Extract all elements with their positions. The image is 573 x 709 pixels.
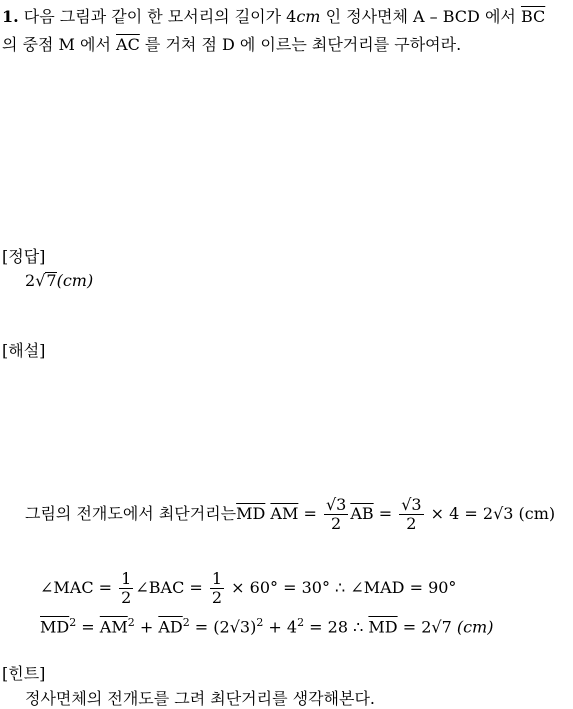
eq2-frac-1 bbox=[119, 570, 133, 607]
eq3-tail: = 2√7 bbox=[397, 617, 457, 637]
eq1-frac-2 bbox=[399, 496, 423, 533]
question-number: 1. bbox=[2, 7, 19, 26]
question-text-2b: 를 거쳐 점 D 에 이르는 최단거리를 구하여라. bbox=[139, 35, 462, 54]
question-line-1 bbox=[2, 4, 545, 27]
explanation-eq-3 bbox=[40, 616, 493, 636]
eq1-frac-2-num: √3 bbox=[401, 495, 422, 514]
eq3-unit: (cm) bbox=[456, 617, 494, 637]
eq3-sq-3: 2 bbox=[182, 616, 190, 629]
answer-value bbox=[25, 271, 93, 290]
explanation-eq-1 bbox=[25, 496, 555, 533]
eq1-tail: × 4 = 2√3 (cm) bbox=[425, 504, 556, 523]
eq3-sq-5: 2 bbox=[297, 616, 305, 629]
eq1-eq-2: = bbox=[373, 504, 398, 523]
answer-label: [정답] bbox=[2, 247, 46, 266]
question-text-1a: 다음 그림과 같이 한 모서리의 길이가 4 bbox=[23, 7, 297, 26]
eq3-md-2: $\overline{MD}$ bbox=[368, 617, 398, 637]
eq3-ad: $\overline{AD}$ bbox=[158, 617, 183, 637]
eq1-frac-1-den: 2 bbox=[331, 514, 342, 533]
eq3-mid3: = 28 ∴ bbox=[304, 617, 369, 637]
eq2-frac-2 bbox=[210, 570, 224, 607]
eq1-ab: $\overline{AB}$ bbox=[350, 504, 374, 523]
eq3-eq: = bbox=[76, 617, 100, 637]
question-line-2 bbox=[2, 32, 461, 55]
eq2-frac-2-num: 1 bbox=[211, 569, 223, 588]
eq1-frac-2-den: 2 bbox=[406, 514, 417, 533]
eq1-am: $\overline{AM}$ bbox=[270, 504, 299, 523]
hint-text: 정사면체의 전개도를 그려 최단거리를 생각해본다. bbox=[25, 689, 376, 708]
eq2-b: ∠BAC = bbox=[135, 578, 208, 597]
question-text-1b: 인 정사면체 A – BCD 에서 bbox=[320, 7, 521, 26]
eq1-frac-1 bbox=[324, 496, 348, 533]
question-unit: cm bbox=[296, 7, 321, 26]
eq1-text: 그림의 전개도에서 최단거리는 bbox=[25, 504, 237, 523]
eq2-a: ∠MAC = bbox=[40, 578, 118, 597]
eq3-md: $\overline{MD}$ bbox=[40, 617, 70, 637]
eq1-eq: = bbox=[298, 504, 322, 523]
explanation-label: [해설] bbox=[2, 341, 46, 360]
answer-unit: (cm) bbox=[56, 271, 94, 290]
explanation-eq-2 bbox=[40, 570, 456, 607]
eq2-frac-1-den: 2 bbox=[121, 588, 132, 607]
segment-ac: $\overline{AC}$ bbox=[116, 35, 140, 54]
eq2-c: × 60° = 30° ∴ ∠MAD = 90° bbox=[226, 578, 457, 597]
answer-coef: 2 bbox=[25, 271, 36, 290]
eq3-mid2: + 4 bbox=[263, 617, 298, 637]
eq2-frac-2-den: 2 bbox=[211, 588, 223, 607]
answer-radicand: 7 bbox=[46, 271, 57, 290]
eq3-sq-4: 2 bbox=[256, 616, 264, 629]
eq3-plus: + bbox=[134, 617, 159, 637]
eq3-sq-2: 2 bbox=[127, 616, 135, 629]
eq1-frac-1-num: √3 bbox=[325, 495, 347, 514]
eq3-am: $\overline{AM}$ bbox=[99, 617, 128, 637]
eq3-sq-1: 2 bbox=[69, 616, 77, 629]
segment-bc: $\overline{BC}$ bbox=[520, 7, 546, 26]
eq2-frac-1-num: 1 bbox=[121, 569, 132, 588]
hint-label: [힌트] bbox=[2, 664, 46, 683]
question-text-2a: 의 중점 M 에서 bbox=[2, 35, 117, 54]
eq1-md: $\overline{MD}$ bbox=[236, 504, 266, 523]
eq3-mid: = (2√3) bbox=[189, 617, 257, 637]
radical-sign: √ bbox=[35, 271, 46, 290]
